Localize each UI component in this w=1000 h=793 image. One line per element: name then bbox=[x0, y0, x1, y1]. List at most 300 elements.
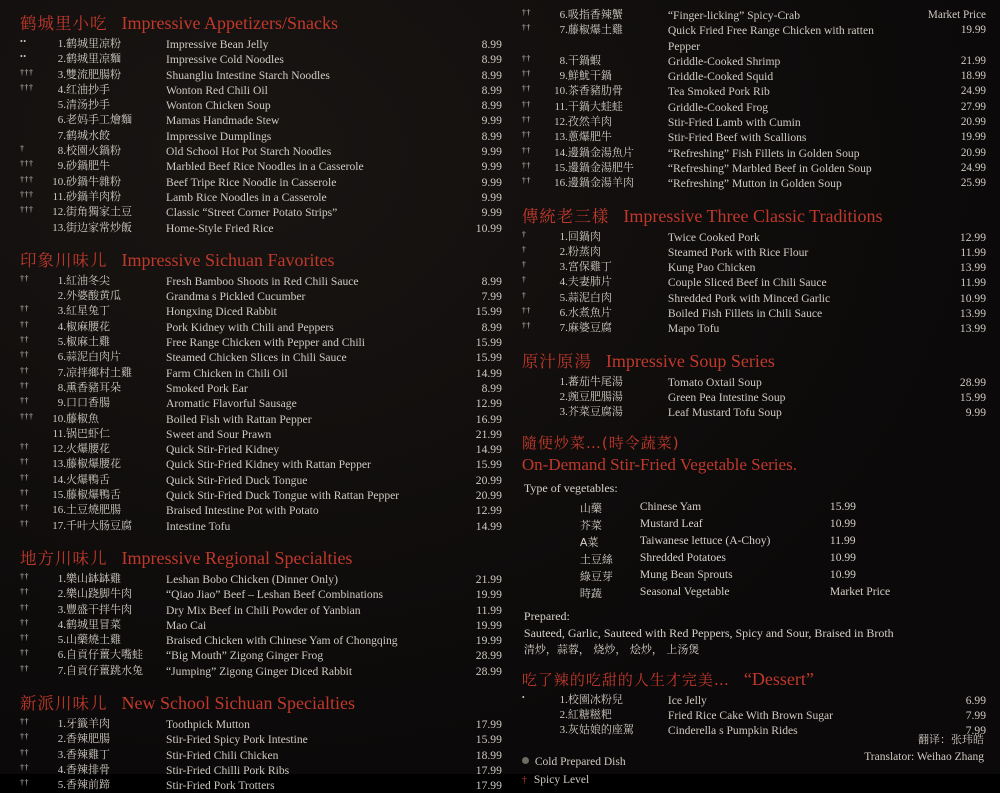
item-name-en: “Refreshing” Mutton in Golden Soup bbox=[667, 177, 842, 191]
item-price: 9.99 bbox=[481, 114, 502, 128]
item-table bbox=[522, 375, 986, 421]
section-new-school bbox=[20, 690, 502, 793]
vegetable-price: Market Price bbox=[829, 585, 891, 599]
item-number: 5. bbox=[57, 336, 66, 349]
item-price: 15.99 bbox=[475, 733, 502, 747]
item-price: 17.99 bbox=[475, 763, 502, 777]
item-name-cn: 鹤城里凉粉 bbox=[66, 37, 121, 50]
spicy-mark: †† bbox=[521, 306, 531, 316]
section-title-cn: 地方川味儿 bbox=[20, 548, 108, 568]
spicy-mark: †† bbox=[20, 380, 29, 390]
item-price: 24.99 bbox=[960, 85, 986, 98]
vegetable-name-cn: 綠豆芽 bbox=[579, 570, 613, 584]
item-number: 2. bbox=[57, 733, 66, 746]
item-number: 6. bbox=[57, 649, 66, 662]
item-number: 6. bbox=[57, 114, 66, 127]
item-price: 11.99 bbox=[960, 245, 986, 259]
item-number: 1. bbox=[559, 693, 568, 706]
item-name-cn: 老妈手工燴麵 bbox=[66, 113, 132, 127]
item-price: 12.99 bbox=[475, 504, 502, 518]
spicy-mark: ††† bbox=[20, 82, 34, 92]
item-number: 3. bbox=[57, 603, 66, 616]
item-name-en: Stir-Fried Lamb with Cumin bbox=[667, 116, 801, 130]
section-title-en: Impressive Regional Specialties bbox=[121, 547, 353, 568]
item-number: 3. bbox=[57, 305, 66, 318]
spicy-mark: † bbox=[521, 290, 527, 300]
vegetable-price: 10.99 bbox=[829, 517, 856, 531]
item-price: 10.99 bbox=[475, 221, 502, 235]
item-price: 28.99 bbox=[475, 664, 502, 678]
item-name-en: Fried Rice Cake With Brown Sugar bbox=[667, 709, 834, 723]
item-number: 7. bbox=[57, 129, 66, 142]
menu-item-row bbox=[20, 335, 502, 350]
menu-item-row bbox=[20, 221, 502, 236]
section-title-en: “Dessert” bbox=[743, 668, 814, 689]
item-price: 25.99 bbox=[960, 177, 986, 190]
item-number: 14. bbox=[52, 473, 66, 486]
spicy-mark: †† bbox=[20, 663, 29, 673]
item-name-en: Stir-Fried Beef with Scallions bbox=[667, 131, 807, 145]
spicy-mark: †† bbox=[521, 321, 531, 331]
item-table bbox=[20, 717, 502, 793]
item-price: 19.99 bbox=[960, 24, 986, 37]
item-name-cn: 火爆腰花 bbox=[66, 442, 110, 456]
item-number: 12. bbox=[554, 116, 568, 129]
item-number: 1. bbox=[559, 375, 568, 388]
item-name-en: Sweet and Sour Prawn bbox=[166, 427, 272, 441]
item-name-cn: 回鍋肉 bbox=[567, 229, 601, 243]
spicy-mark: †† bbox=[20, 457, 29, 467]
vegetable-name-en: Seasonal Vegetable bbox=[639, 585, 730, 599]
item-price: 14.99 bbox=[475, 443, 502, 457]
spicy-mark: † bbox=[521, 260, 527, 270]
item-name-cn: 蕃茄牛尾湯 bbox=[567, 374, 623, 388]
item-name-cn: 夫妻肺片 bbox=[567, 275, 612, 289]
item-number: 3. bbox=[559, 406, 568, 419]
menu-item-row bbox=[20, 633, 502, 648]
item-price: 9.99 bbox=[481, 190, 502, 204]
item-name-en: Marbled Beef Rice Noodles in a Casserole bbox=[166, 160, 364, 174]
item-name-en: “Finger-licking” Spicy-Crab bbox=[667, 9, 800, 22]
item-number: 7. bbox=[57, 366, 66, 379]
spicy-mark: ††† bbox=[20, 67, 34, 77]
item-name-en: Couple Sliced Beef in Chili Sauce bbox=[667, 276, 827, 290]
item-table bbox=[522, 8, 986, 192]
vegetable-price: 15.99 bbox=[829, 500, 856, 514]
item-number: 4. bbox=[57, 320, 66, 333]
item-price: 19.99 bbox=[475, 634, 502, 648]
item-name-en: Stir-Fried Chilli Pork Ribs bbox=[166, 763, 290, 777]
spicy-mark: ††† bbox=[20, 174, 34, 184]
section-new-school-continued bbox=[522, 8, 986, 192]
section-title-cn: 印象川味儿 bbox=[20, 250, 108, 270]
section-title-en: New School Sichuan Specialties bbox=[121, 692, 355, 713]
item-number: 11. bbox=[554, 100, 568, 113]
item-price: 8.99 bbox=[481, 381, 502, 395]
item-number: 4. bbox=[57, 763, 66, 776]
item-price: 21.99 bbox=[960, 54, 986, 67]
spicy-mark: †† bbox=[20, 617, 29, 627]
spicy-mark: •• bbox=[20, 37, 27, 46]
spicy-mark: †† bbox=[521, 69, 531, 79]
spicy-mark bbox=[20, 129, 46, 144]
item-price: 20.99 bbox=[960, 116, 986, 129]
item-name-cn: 山藥燒土雞 bbox=[66, 633, 121, 647]
item-price: 8.99 bbox=[481, 274, 502, 288]
menu-item-row bbox=[20, 587, 502, 602]
item-name-cn: 紅油冬尖 bbox=[66, 273, 110, 287]
item-name-en: Stir-Fried Chili Chicken bbox=[166, 748, 279, 762]
menu-item-row bbox=[20, 113, 502, 128]
menu-item-row bbox=[20, 488, 502, 503]
item-name-cn: 椒麻腰花 bbox=[66, 319, 110, 333]
item-price: 9.99 bbox=[481, 175, 502, 189]
item-name-en: Green Pea Intestine Soup bbox=[667, 390, 786, 404]
menu-item-row bbox=[522, 693, 986, 708]
menu-item-row bbox=[20, 648, 502, 663]
item-name-en: Mamas Handmade Stew bbox=[166, 114, 280, 128]
item-name-en: Twice Cooked Pork bbox=[667, 230, 760, 244]
item-name-en: Griddle-Cooked Shrimp bbox=[667, 54, 781, 68]
item-name-cn: 藤椒爆腰花 bbox=[66, 457, 121, 471]
menu-item-row bbox=[20, 52, 502, 67]
spicy-mark bbox=[20, 427, 46, 442]
item-number: 9. bbox=[559, 70, 568, 83]
spicy-mark: †† bbox=[521, 115, 531, 125]
item-name-cn: 芥菜豆腐湯 bbox=[567, 405, 623, 419]
menu-item-row bbox=[20, 396, 502, 411]
item-name-cn: 吸指香辣蟹 bbox=[567, 8, 623, 21]
spicy-mark bbox=[20, 113, 46, 128]
vegetable-name-cn: 山藥 bbox=[579, 502, 602, 516]
spicy-mark bbox=[20, 221, 46, 236]
prepared-label: Prepared: bbox=[523, 608, 570, 623]
spicy-mark: †† bbox=[20, 319, 29, 329]
menu-item-row bbox=[522, 390, 986, 405]
item-price: Market Price bbox=[927, 9, 986, 21]
spicy-mark: †† bbox=[521, 176, 531, 186]
item-number: 6. bbox=[559, 307, 568, 320]
spicy-mark: †† bbox=[521, 23, 531, 33]
item-name-en: Boiled Fish with Rattan Pepper bbox=[166, 412, 312, 426]
item-name-cn: 茶香豬肋骨 bbox=[567, 84, 623, 98]
item-price: 17.99 bbox=[475, 717, 502, 731]
menu-item-row bbox=[20, 763, 502, 778]
menu-item-row bbox=[20, 190, 502, 205]
menu-item-row bbox=[20, 778, 502, 793]
menu-item-row bbox=[522, 245, 986, 260]
item-name-cn: 鮮魷干鍋 bbox=[567, 69, 612, 83]
item-name-cn: 千叶大肠豆腐 bbox=[66, 518, 132, 532]
section-title-cn: 新派川味儿 bbox=[20, 693, 108, 713]
spicy-mark: †† bbox=[521, 160, 531, 170]
item-number: 15. bbox=[52, 489, 66, 502]
item-number: 11. bbox=[52, 190, 66, 203]
item-price: 13.99 bbox=[959, 322, 986, 336]
item-name-cn: 藤椒魚 bbox=[66, 411, 99, 425]
item-number: 8. bbox=[559, 54, 568, 67]
item-name-cn: 熏香豬耳朵 bbox=[66, 380, 121, 394]
item-price: 15.99 bbox=[475, 336, 502, 350]
spicy-mark: †† bbox=[20, 716, 29, 726]
vegetable-table bbox=[580, 500, 920, 602]
item-name-en: “Qiao Jiao” Beef – Leshan Beef Combinations bbox=[166, 588, 383, 602]
item-price: 8.99 bbox=[481, 99, 502, 113]
spicy-mark: †† bbox=[20, 365, 29, 375]
item-price: 8.99 bbox=[481, 68, 502, 82]
item-number: 13. bbox=[52, 221, 66, 234]
item-price: 28.99 bbox=[959, 375, 986, 389]
spicy-mark: †† bbox=[20, 350, 29, 360]
item-number: 13. bbox=[52, 458, 66, 471]
item-number: 7. bbox=[559, 322, 568, 335]
menu-item-row bbox=[20, 519, 502, 534]
item-name-en: Intestine Tofu bbox=[166, 519, 231, 533]
menu-item-row bbox=[522, 115, 986, 130]
item-price: 7.99 bbox=[965, 709, 986, 723]
section-three-classics bbox=[522, 203, 986, 337]
item-name-en: Leaf Mustard Tofu Soup bbox=[667, 406, 782, 420]
vegetable-types-label: Type of vegetables: bbox=[523, 480, 618, 495]
menu-item-row bbox=[20, 603, 502, 618]
item-name-cn: 锅巴虾仁 bbox=[66, 426, 110, 440]
item-price: 8.99 bbox=[481, 53, 502, 67]
item-number: 7. bbox=[57, 664, 66, 677]
item-number: 10. bbox=[52, 175, 66, 188]
item-number: 4. bbox=[57, 618, 66, 631]
item-table bbox=[20, 274, 502, 534]
item-name-cn: 藤椒爆鴨舌 bbox=[66, 488, 121, 502]
spicy-mark: †† bbox=[521, 53, 531, 63]
section-sichuan-favorites bbox=[20, 247, 502, 534]
item-price: 9.99 bbox=[481, 206, 502, 220]
item-number: 17. bbox=[52, 519, 66, 532]
item-price: 14.99 bbox=[475, 519, 502, 533]
spicy-mark: †† bbox=[20, 396, 29, 406]
vegetable-name-en: Mustard Leaf bbox=[639, 517, 703, 531]
item-price: 9.99 bbox=[481, 160, 502, 174]
vegetable-row bbox=[580, 517, 920, 534]
vegetable-price: 10.99 bbox=[829, 551, 856, 565]
item-table bbox=[522, 230, 986, 337]
item-number: 1. bbox=[57, 38, 66, 50]
prepared-methods-en: Sauteed, Garlic, Sauteed with Red Peppers, Spicy and Sour, Braised in Broth bbox=[523, 625, 894, 640]
spicy-mark: †† bbox=[20, 778, 29, 788]
menu-item-row bbox=[20, 37, 502, 52]
menu-item-row bbox=[20, 503, 502, 518]
section-on-demand-vegetables bbox=[522, 432, 986, 658]
spicy-mark bbox=[20, 289, 46, 304]
item-price: 20.99 bbox=[475, 473, 502, 487]
item-name-cn: 蒜泥白肉 bbox=[567, 290, 612, 304]
section-header bbox=[20, 690, 502, 714]
item-price: 7.99 bbox=[965, 724, 986, 738]
spicy-mark: †† bbox=[20, 518, 29, 528]
item-name-en: Kung Pao Chicken bbox=[667, 261, 756, 275]
item-name-en: Braised Chicken with Chinese Yam of Chongqing bbox=[166, 634, 398, 648]
vegetable-row bbox=[580, 534, 920, 551]
spicy-mark: †† bbox=[20, 732, 29, 742]
item-price: 18.99 bbox=[475, 748, 502, 762]
item-name-en: Old School Hot Pot Starch Noodles bbox=[166, 145, 332, 159]
item-name-cn: 椒麻土雞 bbox=[66, 335, 110, 349]
menu-item-row bbox=[522, 405, 986, 420]
spicy-mark bbox=[522, 375, 548, 390]
menu-right-column bbox=[508, 8, 994, 787]
menu-item-row bbox=[20, 618, 502, 633]
item-name-cn: 香辣前蹄 bbox=[66, 778, 110, 792]
menu-item-row bbox=[20, 427, 502, 442]
section-title-cn: 傳統老三樣 bbox=[521, 206, 610, 226]
vegetable-price: 10.99 bbox=[829, 568, 856, 582]
item-name-en: “Refreshing” Marbled Beef in Golden Soup bbox=[667, 161, 872, 175]
item-name-cn: 鹤城里凉麵 bbox=[66, 52, 121, 66]
section-title-cn: 隨便炒菜…(時令蔬菜) bbox=[521, 433, 680, 452]
item-name-en: Grandma s Pickled Cucumber bbox=[166, 290, 306, 304]
menu-item-row bbox=[20, 159, 502, 174]
item-price: 20.99 bbox=[475, 489, 502, 503]
spicy-mark: †† bbox=[20, 503, 29, 513]
item-name-en: “Big Mouth” Zigong Ginger Frog bbox=[166, 649, 324, 663]
section-header bbox=[522, 669, 986, 690]
spicy-mark: †† bbox=[20, 472, 29, 482]
spicy-mark: † bbox=[521, 244, 527, 254]
item-name-cn: 凉拌鄉村土雞 bbox=[66, 365, 132, 379]
spicy-mark: ††† bbox=[20, 411, 34, 421]
vegetable-name-en: Taiwanese lettuce (A-Choy) bbox=[639, 534, 771, 548]
vegetable-row bbox=[580, 500, 920, 517]
item-name-cn: 灰姑娘的座駕 bbox=[567, 723, 634, 737]
item-name-en: Aromatic Flavorful Sausage bbox=[166, 397, 297, 411]
spicy-mark: †† bbox=[20, 304, 29, 314]
item-name-en: Tomato Oxtail Soup bbox=[667, 375, 762, 389]
item-name-en: Beef Tripe Rice Noodle in Casserole bbox=[166, 175, 337, 189]
item-name-en: Griddle-Cooked Squid bbox=[667, 70, 774, 84]
spicy-mark: †† bbox=[20, 587, 29, 597]
item-name-en: Toothpick Mutton bbox=[166, 717, 250, 731]
item-price: 21.99 bbox=[475, 572, 502, 586]
spicy-mark bbox=[522, 390, 548, 405]
item-name-cn: 干鍋大蛙蛙 bbox=[567, 99, 623, 113]
section-title-cn: 吃了辣的吃甜的人生才完美… bbox=[521, 670, 730, 689]
item-name-en: Quick Stir-Fried Kidney with Rattan Pepper bbox=[166, 458, 371, 472]
item-name-cn: 宮保雞丁 bbox=[567, 260, 612, 274]
spicy-mark: †† bbox=[20, 571, 29, 581]
spicy-mark: †† bbox=[521, 99, 531, 109]
item-name-cn: 粉蒸肉 bbox=[567, 244, 601, 258]
menu-item-row bbox=[20, 381, 502, 396]
item-price: 19.99 bbox=[960, 131, 986, 144]
item-name-cn: 外婆酸黄瓜 bbox=[66, 289, 121, 303]
item-price: 11.99 bbox=[960, 276, 986, 290]
item-name-en: Dry Mix Beef in Chili Powder of Yanbian bbox=[166, 603, 361, 617]
item-name-en: Steamed Pork with Rice Flour bbox=[667, 245, 809, 259]
item-name-en: Quick Stir-Fried Duck Tongue bbox=[166, 473, 308, 487]
item-name-cn: 香辣雞丁 bbox=[66, 747, 110, 761]
item-price: 10.99 bbox=[959, 291, 986, 305]
item-name-cn: 街角獨家土豆 bbox=[66, 205, 132, 219]
item-name-cn: 自貢仔薑跳水兔 bbox=[66, 663, 143, 677]
section-header bbox=[20, 545, 502, 569]
item-name-en: Quick Fried Free Range Chicken with ratten Pepper bbox=[667, 24, 874, 53]
menu-item-row bbox=[20, 175, 502, 190]
item-table bbox=[20, 37, 502, 236]
spicy-mark: †† bbox=[20, 747, 29, 757]
item-number: 15. bbox=[554, 161, 568, 174]
item-name-cn: 蔥爆肥牛 bbox=[567, 130, 612, 144]
menu-item-row bbox=[20, 98, 502, 113]
section-header bbox=[20, 247, 502, 271]
spicy-mark: †† bbox=[20, 602, 29, 612]
item-price: 15.99 bbox=[475, 305, 502, 319]
item-price: 7.99 bbox=[481, 290, 502, 304]
item-number: 16. bbox=[554, 177, 568, 190]
item-name-cn: 麻婆豆腐 bbox=[567, 321, 612, 335]
item-name-en: Classic “Street Corner Potato Strips” bbox=[166, 206, 338, 220]
spicy-mark: † bbox=[521, 275, 527, 285]
menu-item-row bbox=[522, 23, 986, 54]
vegetable-row bbox=[580, 568, 920, 585]
spicy-mark: †† bbox=[521, 84, 531, 94]
item-price: 14.99 bbox=[475, 366, 502, 380]
item-name-cn: 砂鍋牛雜粉 bbox=[66, 174, 121, 188]
item-number: 1. bbox=[559, 230, 568, 243]
item-number: 8. bbox=[57, 145, 66, 158]
item-price: 8.99 bbox=[481, 320, 502, 334]
item-name-en: Wonton Chicken Soup bbox=[166, 99, 271, 113]
menu-item-row bbox=[20, 366, 502, 381]
chili-icon: † bbox=[521, 775, 527, 787]
item-price: 21.99 bbox=[475, 427, 502, 441]
menu-item-row bbox=[522, 8, 986, 23]
item-number: 12. bbox=[52, 443, 66, 456]
item-name-cn: 砂鍋羊肉粉 bbox=[66, 189, 121, 203]
item-name-cn: 紅糖糍粑 bbox=[567, 708, 612, 722]
translator-name-cn: 翻译：张玮皓 bbox=[918, 733, 984, 747]
menu-left-column bbox=[6, 10, 508, 793]
spicy-mark: †† bbox=[521, 130, 531, 140]
item-name-cn: 孜然羊肉 bbox=[567, 115, 612, 129]
menu-item-row bbox=[20, 350, 502, 365]
item-name-cn: 邊鍋金湯羊肉 bbox=[567, 176, 634, 190]
item-number: 4. bbox=[57, 83, 66, 96]
item-number: 9. bbox=[57, 397, 66, 410]
item-name-en: Quick Stir-Fried Duck Tongue with Rattan Pepper bbox=[166, 489, 400, 503]
vegetable-price: 11.99 bbox=[829, 534, 856, 548]
item-name-en: Ice Jelly bbox=[667, 693, 707, 707]
item-number: 6. bbox=[57, 351, 66, 364]
menu-item-row bbox=[20, 473, 502, 488]
item-name-en: Impressive Bean Jelly bbox=[166, 38, 269, 51]
item-name-cn: 鹤城里冒菜 bbox=[66, 617, 121, 631]
item-name-en: Tea Smoked Pork Rib bbox=[667, 85, 770, 99]
prepared-methods-cn: 清炒，蒜蓉， 烧炒， 烩炒， 上汤煲 bbox=[523, 642, 700, 656]
item-name-en: “Jumping” Zigong Ginger Diced Rabbit bbox=[166, 664, 353, 678]
item-name-cn: 红油抄手 bbox=[66, 82, 110, 96]
section-title-en: Impressive Appetizers/Snacks bbox=[121, 13, 338, 33]
menu-item-row bbox=[522, 176, 986, 191]
menu-item-row bbox=[522, 230, 986, 245]
item-name-cn: 香辣排骨 bbox=[66, 762, 110, 776]
item-price: 15.99 bbox=[959, 390, 986, 404]
vegetable-name-cn: 芥菜 bbox=[579, 519, 602, 533]
item-price: 12.99 bbox=[959, 230, 986, 244]
item-name-cn: 自貢仔薑大嘴蛙 bbox=[66, 648, 143, 662]
vegetable-name-en: Shredded Potatoes bbox=[639, 551, 726, 565]
item-name-en: Mao Cai bbox=[166, 618, 207, 632]
item-name-cn: 邊鍋金湯魚片 bbox=[567, 145, 634, 159]
item-price: 13.99 bbox=[959, 261, 986, 275]
